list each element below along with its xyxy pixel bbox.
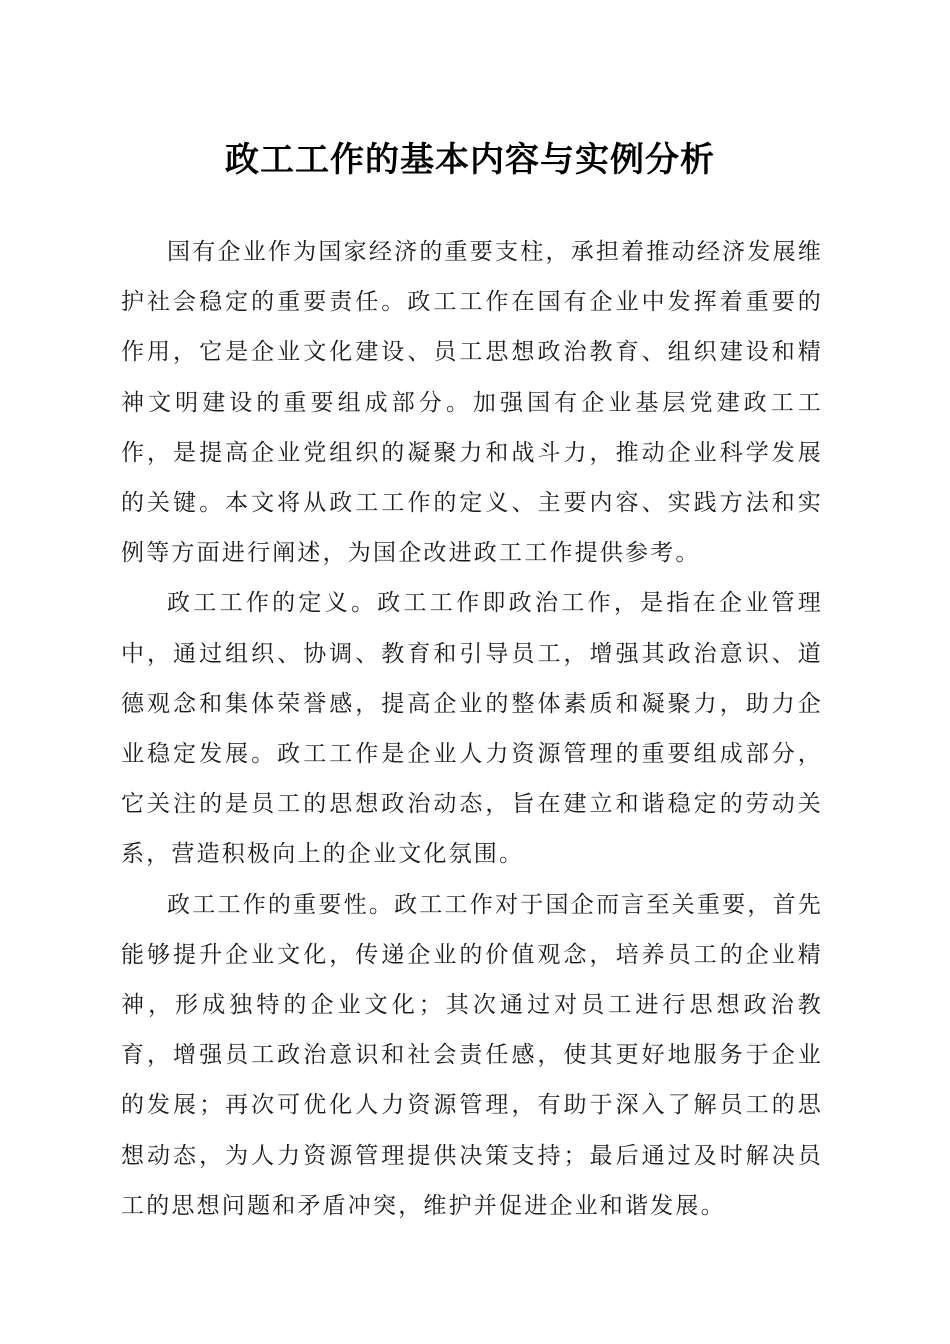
- paragraph-definition: 政工工作的定义。政工工作即政治工作，是指在企业管理中，通过组织、协调、教育和引导员工，增强其政治意识、道德观念和集体荣誉感，提高企业的整体素质和凝聚力，助力企业稳定发展。政工工作是企业人力资源管理的重要组成部分，它关注的是员工的思想政治动态，旨在建立和谐稳定的劳动关系，营造积极向上的企业文化氛围。: [121, 590, 823, 868]
- document-body: [121, 227, 823, 1231]
- paragraph-intro: 国有企业作为国家经济的重要支柱，承担着推动经济发展维护社会稳定的重要责任。政工工作在国有企业中发挥着重要的作用，它是企业文化建设、员工思想政治教育、组织建设和精神文明建设的重要组成部分。加强国有企业基层党建政工工作，是提高企业党组织的凝聚力和战斗力，推动企业科学发展的关键。本文将从政工工作的定义、主要内容、实践方法和实例等方面进行阐述，为国企改进政工工作提供参考。: [121, 239, 823, 567]
- paragraph-importance: 政工工作的重要性。政工工作对于国企而言至关重要，首先能够提升企业文化，传递企业的价值观念，培养员工的企业精神，形成独特的企业文化；其次通过对员工进行思想政治教育，增强员工政治意识和社会责任感，使其更好地服务于企业的发展；再次可优化人力资源管理，有助于深入了解员工的思想动态，为人力资源管理提供决策支持；最后通过及时解决员工的思想问题和矛盾冲突，维护并促进企业和谐发展。: [121, 891, 823, 1219]
- document-title: 政工工作的基本内容与实例分析: [225, 140, 715, 180]
